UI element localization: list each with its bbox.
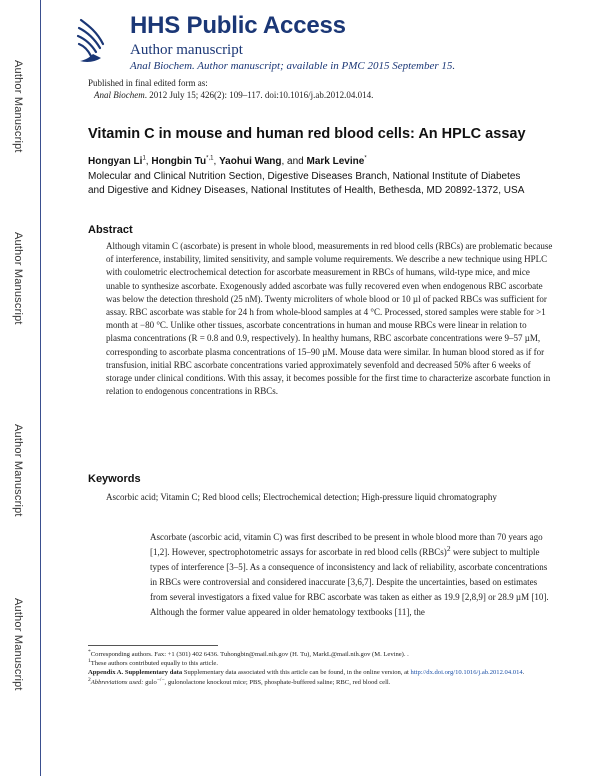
abstract-text: Although vitamin C (ascorbate) is present in whole blood, measurements in red blood cells (RBCs) are problematic because of interference, instability, limited sensitivity, and sample volume requirements. We describe a new technique using HPLC with coulometric electrochemical detection for ascorbate measurement in RBCs of humans, wild-type mice, and mice unable to synthesize ascorbate. Exogenously added ascorbate was fully recovered even when endogenous RBC ascorbate was below the detection threshold (25 nM). Twenty microliters of whole blood or 10 µl of packed RBCs was sufficient for assay. RBC ascorbate was stable for 24 h from whole-blood samples at 4 °C. Processed, stored samples were stable for >1 month at −80 °C. Unlike other tissues, ascorbate concentrations in human and mouse RBCs were linear in relation to plasma concentrations (R = 0.8 and 0.9, respectively). In healthy humans, RBC ascorbate concentrations were 9–57 µM, corresponding to ascorbate plasma concentrations of 15–90 µM. Mouse data were similar. In human blood stored as if for transfusion, initial RBC ascorbate concentrations varied approximately sevenfold and decreased 50% after 6 weeks of storage under clinical conditions. With this assay, it becomes possible for the first time to characterize ascorbate function in relation to endogenous concentrations in RBCs. xyxy=(106,241,553,397)
affiliation: Molecular and Clinical Nutrition Section, Digestive Diseases Branch, National Institute of Diabetes and Digestive and Kidney Diseases, National Institutes of Health, Bethesda, MD 20892-1372, USA xyxy=(88,171,525,196)
paper-title: Vitamin C in mouse and human red blood cells: An HPLC assay xyxy=(88,126,526,142)
footnote-equal xyxy=(88,659,550,668)
footnote-equal-text: These authors contributed equally to this article. xyxy=(90,660,219,668)
hhs-eagle-logo-icon xyxy=(75,14,107,66)
footnote-mark: 1 xyxy=(88,658,91,665)
footnotes xyxy=(88,650,550,687)
author-name: Hongyan Li xyxy=(88,156,143,167)
author-affiliation-mark: *,1 xyxy=(206,155,214,162)
author-name: Mark Levine xyxy=(306,156,365,167)
author-name: Yaohui Wang xyxy=(219,156,282,167)
abbreviations-label: Abbreviations used: xyxy=(90,678,144,686)
availability-note: Anal Biochem. Author manuscript; available in PMC 2015 September 15. xyxy=(130,60,456,72)
footnote-corresponding xyxy=(88,650,550,659)
knockout-superscript: −/− xyxy=(156,676,165,683)
sidebar-divider xyxy=(40,0,41,776)
keywords-text: Ascorbic acid; Vitamin C; Red blood cells; Electrochemical detection; High-pressure liquid chromatography xyxy=(106,492,497,502)
footnote-ref: 2 xyxy=(446,544,451,553)
intro-paragraph xyxy=(150,530,555,620)
abbreviations-text-a: gulo xyxy=(143,678,157,686)
author-separator: , and xyxy=(281,156,307,167)
appendix-end: . xyxy=(522,669,525,677)
author-name: Hongbin Tu xyxy=(151,156,207,167)
appendix-label: Appendix A. Supplementary data xyxy=(88,669,183,677)
publication-label: Published in final edited form as: xyxy=(88,78,208,88)
publication-info xyxy=(88,77,373,101)
appendix-text: Supplementary data associated with this article can be found, in the online version, at xyxy=(182,669,411,677)
hhs-title: HHS Public Access xyxy=(130,12,346,39)
sidebar-label: Author Manuscript xyxy=(12,232,24,325)
footnote-mark: * xyxy=(88,648,91,655)
abstract-heading: Abstract xyxy=(88,224,133,236)
citation xyxy=(88,89,373,101)
intro-text-part1: Ascorbate (ascorbic acid, vitamin C) was first described to be present in whole blood more than 70 years ago [1,2]. However, spectrophotometric assays for ascorbate in red blood cells (RBCs) xyxy=(150,532,543,557)
footnote-mark: 2 xyxy=(88,676,91,683)
footnote-abbreviations xyxy=(88,678,550,687)
hhs-subtitle: Author manuscript xyxy=(130,42,243,58)
author-manuscript-sidebar xyxy=(0,0,40,776)
footnote-corresponding-text: Corresponding authors. Fax: +1 (301) 402 6436. Tuhongbin@mail.nih.gov (H. Tu), MarkL@mail.nih.gov (M. Levine). . xyxy=(90,651,409,658)
author-list xyxy=(88,156,578,167)
author-affiliation-mark: * xyxy=(364,155,367,162)
author-separator: , xyxy=(213,156,220,167)
sidebar-label: Author Manuscript xyxy=(12,598,24,691)
citation-details: . 2012 July 15; 426(2): 109–117. doi:10.1016/j.ab.2012.04.014. xyxy=(144,90,374,100)
intro-text-part2: were subject to multiple types of interference [3–5]. As a consequence of inconsistency and lack of reliability, ascorbate concentrations in RBCs were controversial and considered inaccurate [3,6,7]. Despite the uncertainties, based on estimates from several investigators a fixed value for RBC ascorbate was taken as either as 19.9 [2,8,9] or 28.9 µM [10]. Although the former value appeared in older hematology textbooks [11], the xyxy=(150,547,549,617)
abbreviations-text-b: , gulonolactone knockout mice; PBS, phosphate-buffered saline; RBC, red blood cell. xyxy=(164,678,391,686)
journal-name: Anal Biochem xyxy=(94,90,145,100)
author-affiliation-mark: 1 xyxy=(142,155,146,162)
keywords-heading: Keywords xyxy=(88,473,141,485)
footnote-divider xyxy=(88,645,218,646)
author-separator: , xyxy=(145,156,152,167)
sidebar-label: Author Manuscript xyxy=(12,424,24,517)
appendix-doi-link[interactable]: http://dx.doi.org/10.1016/j.ab.2012.04.014 xyxy=(410,669,523,677)
sidebar-label: Author Manuscript xyxy=(12,60,24,153)
